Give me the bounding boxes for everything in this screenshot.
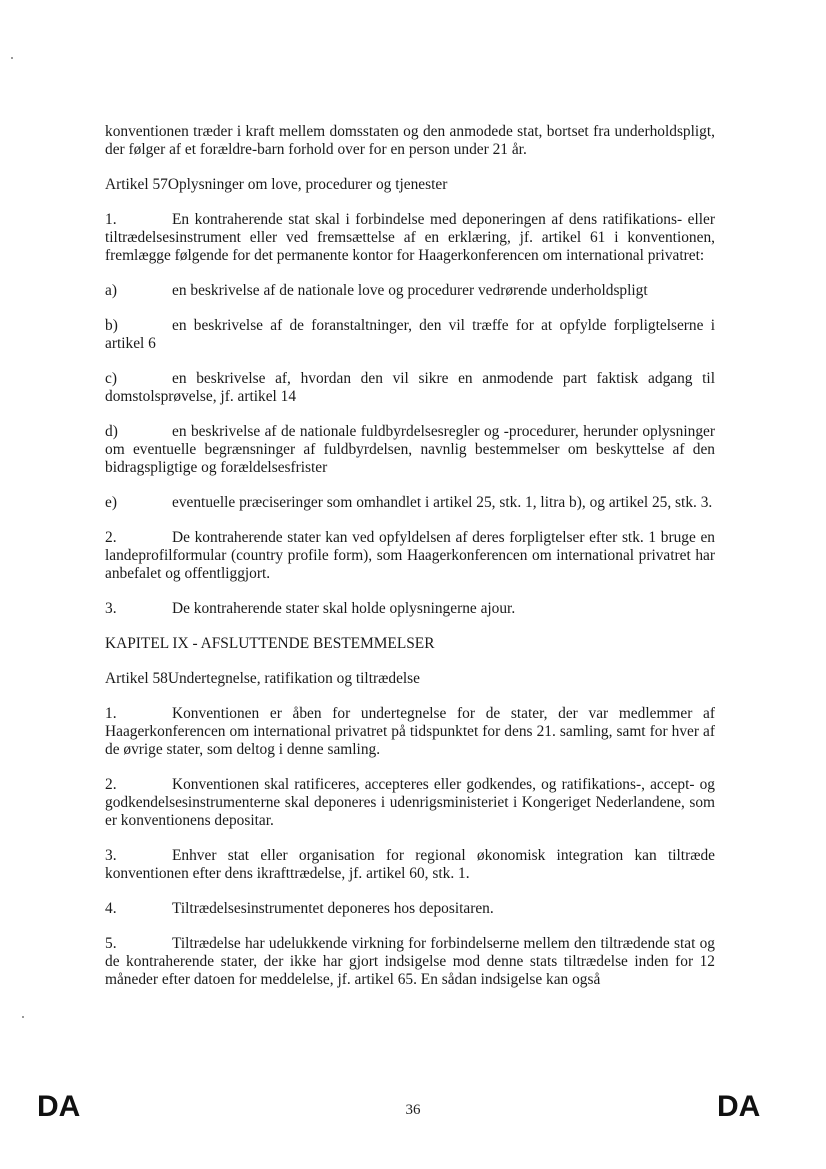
list-marker: e) — [105, 494, 117, 511]
list-marker: c) — [105, 370, 117, 387]
paragraph-continuation: konventionen træder i kraft mellem domsstaten og den anmodede stat, bortset fra underholdspligt, der følger af et forældre-barn forhold over for en person under 21 år. — [105, 123, 715, 158]
list-item-c — [105, 370, 715, 406]
para-number: 3. — [105, 847, 117, 864]
article-58-para-2 — [105, 776, 715, 830]
list-item-b — [105, 317, 715, 353]
para-text: Konventionen er åben for undertegnelse for de stater, der var medlemmer af Haagerkonferencen om international privatret på tidspunktet for dens 21. samling, samt for hver af de øvrige stater, som deltog i denne samling. — [105, 705, 715, 758]
list-text: en beskrivelse af de nationale fuldbyrdelsesregler og -procedurer, herunder oplysninger om eventuelle begrænsninger af fuldbyrdelsen, navnlig bestemmelser om beskyttelse af den bidragspligtige og forældelsesfrister — [105, 423, 715, 476]
article-58-title: Artikel 58Undertegnelse, ratifikation og tiltrædelse — [105, 670, 420, 687]
article-57-para-3 — [105, 600, 715, 618]
list-marker: d) — [105, 423, 118, 440]
scan-speck — [22, 1016, 24, 1018]
language-code-left: DA — [37, 1090, 81, 1123]
article-58-para-1 — [105, 705, 715, 759]
para-text: De kontraherende stater kan ved opfyldelsen af deres forpligtelser efter stk. 1 bruge en landeprofilformular (country profile form), som Haagerkonferencen om international privatret har anbefalet og offentliggjort. — [105, 529, 715, 582]
para-text: De kontraherende stater skal holde oplysningerne ajour. — [172, 600, 516, 617]
page-number: 36 — [405, 1102, 421, 1118]
list-text: en beskrivelse af de nationale love og procedurer vedrørende underholdspligt — [172, 282, 648, 299]
article-58-para-5 — [105, 935, 715, 989]
list-text: en beskrivelse af de foranstaltninger, den vil træffe for at opfylde forpligtelserne i artikel 6 — [105, 317, 715, 352]
para-number: 2. — [105, 776, 117, 793]
para-number: 1. — [105, 705, 117, 722]
list-text: eventuelle præciseringer som omhandlet i artikel 25, stk. 1, litra b), og artikel 25, stk. 3. — [172, 494, 713, 511]
para-text: Enhver stat eller organisation for regional økonomisk integration kan tiltræde konventionen efter dens ikrafttrædelse, jf. artikel 60, stk. 1. — [105, 847, 715, 882]
scan-speck — [11, 57, 13, 59]
para-number: 2. — [105, 529, 117, 546]
article-57-para-2 — [105, 529, 715, 583]
para-number: 1. — [105, 211, 117, 228]
article-58-para-4 — [105, 900, 715, 918]
chapter-title: KAPITEL IX - AFSLUTTENDE BESTEMMELSER — [105, 635, 435, 652]
para-number: 4. — [105, 900, 117, 917]
para-text: En kontraherende stat skal i forbindelse med deponeringen af dens ratifikations- eller tiltrædelsesinstrument eller ved fremsættelse af en erklæring, jf. artikel 61 i konventionen, fremlægge følgende for det permanente kontor for Haagerkonferencen om international privatret: — [105, 211, 715, 264]
para-text: Konventionen skal ratificeres, accepteres eller godkendes, og ratifikations-, accept- og godkendelsesinstrumenterne skal deponeres i udenrigsministeriet i Kongeriget Nederlandene, som er konventionens depositar. — [105, 776, 715, 829]
list-marker: b) — [105, 317, 118, 334]
list-marker: a) — [105, 282, 117, 299]
document-body — [105, 123, 715, 1006]
para-text: Tiltrædelse har udelukkende virkning for forbindelserne mellem den tiltrædende stat og de kontraherende stater, der ikke har gjort indsigelse mod denne stats tiltrædelse inden for 12 måneder efter datoen for meddelelse, jf. artikel 65. En sådan indsigelse kan også — [105, 935, 715, 988]
para-number: 5. — [105, 935, 117, 952]
list-item-d — [105, 423, 715, 477]
article-57-title: Artikel 57Oplysninger om love, procedurer og tjenester — [105, 176, 448, 193]
para-number: 3. — [105, 600, 117, 617]
language-code-right: DA — [717, 1090, 761, 1123]
para-text: Tiltrædelsesinstrumentet deponeres hos depositaren. — [172, 900, 494, 917]
article-57-para-1 — [105, 211, 715, 265]
list-item-a — [105, 282, 715, 300]
article-58-para-3 — [105, 847, 715, 883]
list-text: en beskrivelse af, hvordan den vil sikre en anmodende part faktisk adgang til domstolsprøvelse, jf. artikel 14 — [105, 370, 715, 405]
list-item-e — [105, 494, 715, 512]
